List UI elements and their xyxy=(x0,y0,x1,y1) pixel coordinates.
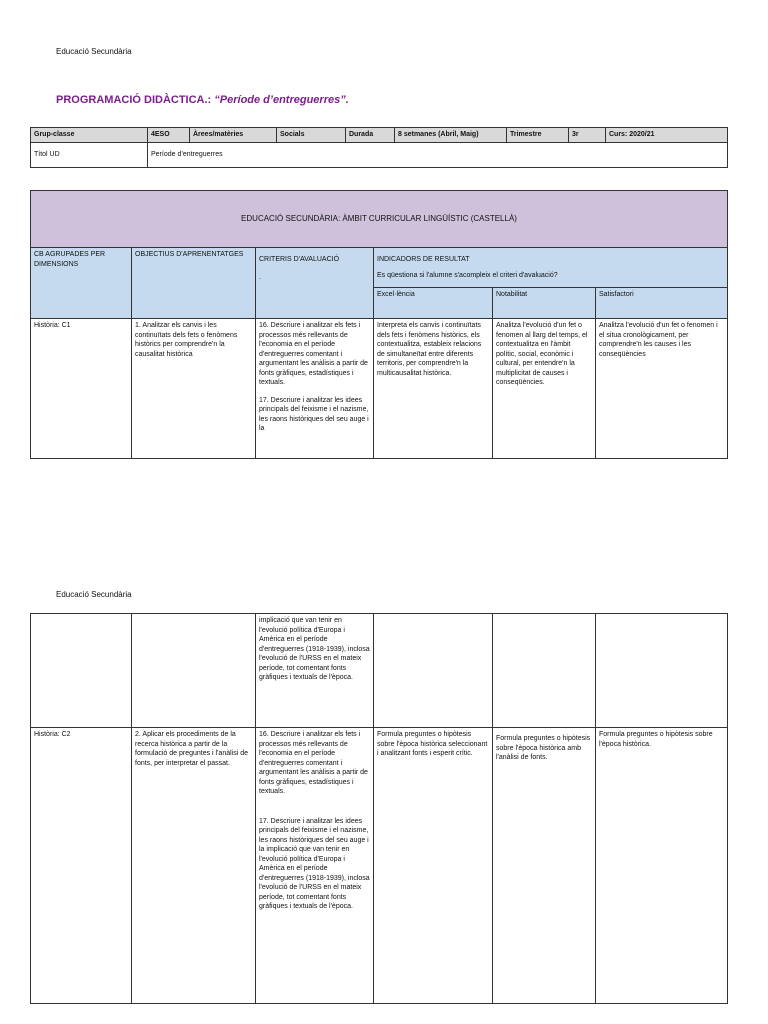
row2-criteris xyxy=(256,728,374,1004)
row1-objectiu: 1. Analitzar els canvis i les continuïtats dels fets o fenòmens històrics per comprendre'n la causalitat històrica xyxy=(132,319,256,459)
col-cb: CB AGRUPADES PER DIMENSIONS xyxy=(31,248,132,319)
durada-value: 8 setmanes (Abril, Maig) xyxy=(395,128,507,143)
curriculum-table xyxy=(30,190,728,459)
main-header: EDUCACIÓ SECUNDÀRIA: ÀMBIT CURRICULAR LINGÜÍSTIC (CASTELLÀ) xyxy=(31,191,728,248)
trimestre-label: Trimestre xyxy=(507,128,569,143)
col-indicadors xyxy=(374,248,728,288)
page2-header: Educació Secundària xyxy=(56,590,132,599)
info-table xyxy=(30,127,728,168)
row2-satis: Formula preguntes o hipòtesis sobre l'època històrica. xyxy=(596,728,728,1004)
row2-notab: Formula preguntes o hipòtesis sobre l'època històrica amb l'anàlisi de fonts. xyxy=(493,728,596,1004)
criteris-dot: . xyxy=(259,273,261,281)
row2-excel: Formula preguntes o hipòtesis sobre l'època històrica seleccionant i analitzant fonts i esperit crític. xyxy=(374,728,493,1004)
col-excel: Excel·lència xyxy=(374,288,493,319)
criteris-label: CRITERIS D'AVALUACIÓ xyxy=(259,256,340,263)
trimestre-value: 3r xyxy=(569,128,606,143)
area-label: Àrees/matèries xyxy=(190,128,277,143)
row2-criteri-16: 16. Descriure i analitzar els fets i processos més rellevants de l'economia en el període d'entreguerres comentant i argumentant les anàlisis a partir de fonts gràfiques, estadístiques i textuals. xyxy=(259,731,368,795)
row2-cb: Història: C2 xyxy=(31,728,132,1004)
title-topic: “Període d’entreguerres”. xyxy=(214,94,349,106)
grup-label: Grup-classe xyxy=(31,128,148,143)
area-value: Socials xyxy=(277,128,346,143)
page-header: Educació Secundària xyxy=(56,47,132,56)
col-criteris xyxy=(256,248,374,319)
indicadors-label: INDICADORS DE RESULTAT xyxy=(377,256,470,263)
titol-label: Títol UD xyxy=(31,143,148,168)
col-notab: Notabilitat xyxy=(493,288,596,319)
row1-criteri-17: 17. Descriure i analitzar les idees principals del feixisme i el nazisme, les raons històriques del seu auge i la xyxy=(259,396,369,432)
row1-notab: Analitza l'evolució d'un fet o fenomen al llarg del temps, el contextualitza en l'àmbit polític, social, econòmic i cultural, per entendre'n la multiplicitat de causes i conseqüències. xyxy=(493,319,596,459)
cont-satis xyxy=(596,614,728,728)
cont-cb xyxy=(31,614,132,728)
durada-label: Durada xyxy=(346,128,395,143)
cont-objectiu xyxy=(132,614,256,728)
titol-value: Període d’entreguerres xyxy=(148,143,728,168)
row1-cb: Història: C1 xyxy=(31,319,132,459)
cont-criteri: implicació que van tenir en l'evolució política d'Europa i Amèrica en el període d'entreguerres (1918-1939), inclosa l'evolució de l'URSS en el mateix període, tot comentant fonts gràfiques i textuals de l'època. xyxy=(256,614,374,728)
grup-value: 4ESO xyxy=(148,128,190,143)
col-satis: Satisfactori xyxy=(596,288,728,319)
row2-criteri-17: 17. Descriure i analitzar les idees principals del feixisme i el nazisme, les raons històriques del seu auge i la implicació que van tenir en l'evolució política d'Europa i Amèrica en el període d'entreguerres (1918-1939), inclosa l'evolució de l'URSS en el mateix període, tot comentant fonts gràfiques i textuals de l'època. xyxy=(259,817,370,910)
col-objectius: OBJECTIUS D'APRENENTATGES xyxy=(132,248,256,319)
cont-notab xyxy=(493,614,596,728)
curs-value: Curs: 2020/21 xyxy=(606,128,728,143)
title-prefix: PROGRAMACIÓ DIDÀCTICA.: xyxy=(56,94,212,106)
row1-excel: Interpreta els canvis i continuïtats dels fets i fenòmens històrics, els contextualitza, estableix relacions de simultaneïtat entre diferents territoris, per comprendre'n la multicausalitat històrica. xyxy=(374,319,493,459)
document-title xyxy=(56,94,349,106)
row1-criteris xyxy=(256,319,374,459)
row1-criteri-16: 16. Descriure i analitzar els fets i processos més rellevants de l'economia en el període d'entreguerres comentant i argumentant les anàlisis a partir de fonts gràfiques, estadístiques i textuals. xyxy=(259,322,368,386)
curriculum-table-continued xyxy=(30,613,728,1004)
indicadors-question: Es qüestiona si l'alumne s'acompleix el criteri d'avaluació? xyxy=(377,271,558,279)
cont-excel xyxy=(374,614,493,728)
row2-objectiu: 2. Aplicar els procediments de la recerca històrica a partir de la formulació de preguntes i l'anàlisi de fonts, per interpretar el passat. xyxy=(132,728,256,1004)
row1-satis: Analitza l'evolució d'un fet o fenomen i el situa cronològicament, per comprendre'n les causes i les conseqüències xyxy=(596,319,728,459)
